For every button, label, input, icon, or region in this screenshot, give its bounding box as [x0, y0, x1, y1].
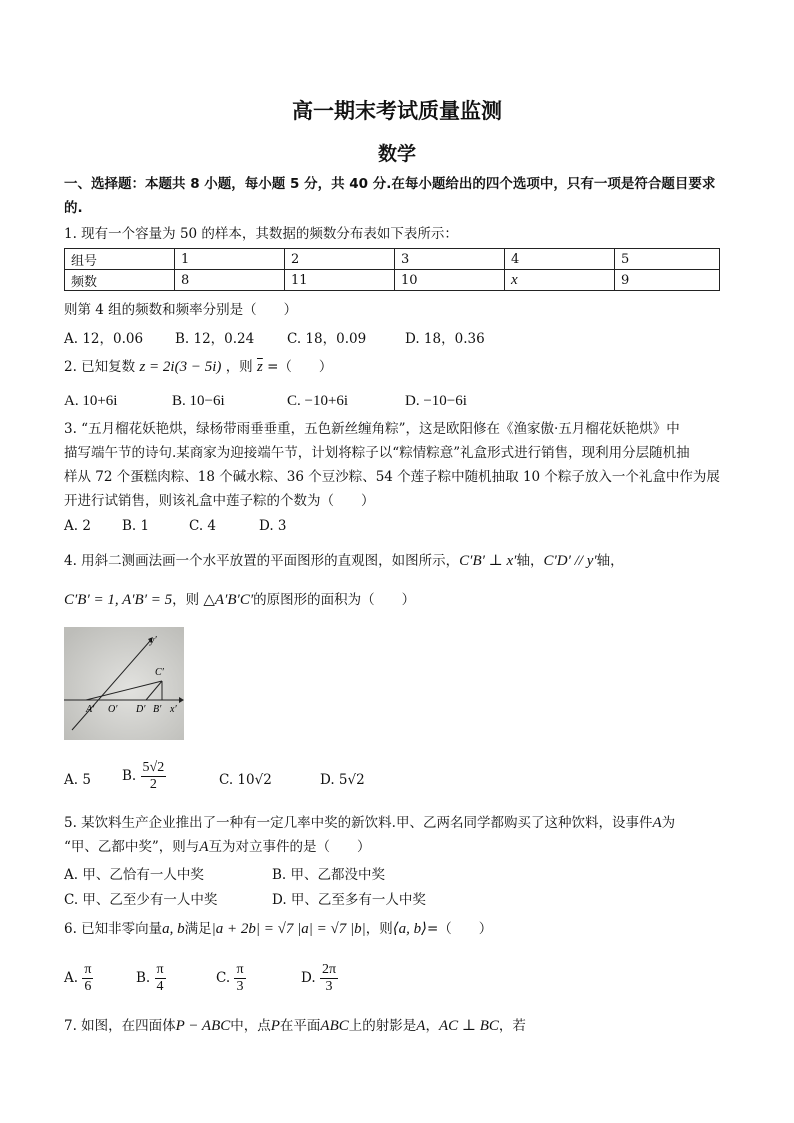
- q6-option-a-label: A.: [64, 970, 79, 986]
- q5-option-a: A. 甲、乙恰有一人中奖: [64, 867, 204, 883]
- q3-line-3: 样从 72 个蛋糕肉粽、18 个碱水粽、36 个豆沙粽、54 个莲子粽中随机抽取 10 个粽子放入一个礼盒中作为展: [64, 469, 720, 485]
- q5-line1-prefix: 5. 某饮料生产企业推出了一种有一定几率中奖的新饮料.甲、乙两名同学都购买了这种饮料，设事件: [64, 815, 653, 831]
- exam-title: 高一期末考试质量监测: [292, 99, 502, 123]
- table-row: [65, 249, 720, 270]
- q6-prefix: 6. 已知非零向量: [64, 921, 163, 937]
- q6-mid: 满足: [184, 921, 212, 937]
- label-d: D′: [136, 704, 146, 715]
- figure-background: [64, 627, 184, 740]
- label-a: A′: [86, 704, 95, 715]
- fraction-denominator: 2: [149, 777, 157, 792]
- table-row: [65, 270, 720, 291]
- q7-formula-3: ABC: [320, 1018, 349, 1034]
- q4-line2-triangle: △A′B′C′: [203, 592, 254, 608]
- q5-option-c: C. 甲、乙至少有一人中奖: [64, 892, 218, 908]
- fraction-numerator: 2π: [321, 962, 337, 977]
- q2-option-c: [287, 393, 348, 410]
- q6-mid2: ，则: [365, 921, 393, 937]
- table-cell: 1: [175, 249, 285, 270]
- table-cell: 8: [175, 270, 285, 291]
- q2-option-c-text: C. −10+6i: [287, 393, 349, 409]
- q4-option-b-fraction: [141, 760, 167, 793]
- q5-option-d: D. 甲、乙至多有一人中奖: [272, 892, 426, 908]
- q1-option-b: B. 12，0.24: [175, 331, 255, 347]
- q7-formula-1: P − ABC: [175, 1018, 231, 1034]
- table-cell: 5: [615, 249, 720, 270]
- q2-option-a: [64, 393, 117, 410]
- q4-option-a: A. 5: [64, 772, 91, 788]
- q4-line1-formula1: C′B′ ⊥ x′: [459, 553, 517, 569]
- q7-stem: [64, 1017, 526, 1035]
- q2-mid: ，则: [225, 359, 253, 375]
- q4-line1-suffix: 轴，: [596, 553, 624, 569]
- fraction-denominator: 3: [325, 979, 333, 994]
- table-cell: 频数: [65, 270, 175, 291]
- q5-line-1: [64, 814, 675, 832]
- q5-line2-prefix: “甲、乙都中奖”，则与: [64, 839, 200, 855]
- fraction-numerator: π: [84, 962, 92, 977]
- q7-mid-2: 在平面: [279, 1018, 321, 1034]
- q4-option-c: C. 10√2: [219, 772, 272, 788]
- q6-option-a-fraction: [82, 962, 93, 995]
- table-cell: 2: [285, 249, 395, 270]
- q3-option-a: A. 2: [64, 518, 91, 534]
- q6-option-c: [216, 962, 246, 995]
- table-cell: 10: [395, 270, 505, 291]
- q4-option-b-label: B.: [122, 768, 137, 784]
- fraction-numerator: 5√2: [142, 760, 165, 775]
- q6-option-b-label: B.: [136, 970, 151, 986]
- table-cell: 3: [395, 249, 505, 270]
- q4-line2-mid: ，则: [172, 592, 200, 608]
- figure-svg: [64, 627, 184, 740]
- q2-prefix: 2. 已知复数: [64, 359, 136, 375]
- q5-line1-suffix: 为: [661, 815, 676, 831]
- table-cell: 9: [615, 270, 720, 291]
- q7-suffix: ，若: [498, 1018, 526, 1034]
- table-cell: 11: [285, 270, 395, 291]
- q7-mid-3: 上的射影是: [348, 1018, 417, 1034]
- q6-option-d: [301, 962, 338, 995]
- q6-condition: |a + 2b| = √7 |a| = √7 |b|: [211, 921, 366, 937]
- label-y: y′: [150, 635, 157, 646]
- table-cell: 组号: [65, 249, 175, 270]
- q4-line-2: [64, 591, 415, 609]
- q2-option-b: [172, 393, 225, 410]
- q2-option-d-text: D. −10−6i: [405, 393, 467, 409]
- q4-line1-formula2: C′D′ // y′: [543, 553, 597, 569]
- fraction-denominator: 3: [236, 979, 244, 994]
- q2-stem: [64, 358, 332, 376]
- label-x: x′: [170, 704, 177, 715]
- q7-formula-2: P: [270, 1018, 280, 1034]
- q1-question: 则第 4 组的频数和频率分别是（ ）: [64, 302, 298, 318]
- fraction-numerator: π: [156, 962, 164, 977]
- q1-stem: 1. 现有一个容量为 50 的样本，其数据的频数分布表如下表所示：: [64, 226, 458, 242]
- q4-line1-mid: 轴，: [516, 553, 544, 569]
- q6-option-b: [136, 962, 166, 995]
- q2-formula: z = 2i(3 − 5i): [139, 359, 222, 375]
- q6-angle: ⟨a, b⟩: [392, 921, 427, 937]
- q2-zbar: $\overline{z}$: [256, 359, 263, 375]
- q3-option-b: B. 1: [122, 518, 150, 534]
- label-b: B′: [153, 704, 162, 715]
- q5-event: A: [652, 815, 662, 831]
- subject-title: 数学: [377, 143, 416, 165]
- q7-formula-4: A: [416, 1018, 426, 1034]
- fraction-numerator: π: [236, 962, 244, 977]
- frequency-table: [64, 248, 720, 291]
- q6-vectors: a, b: [162, 921, 185, 937]
- q6-stem: [64, 920, 492, 938]
- q7-mid-4: ，: [425, 1018, 439, 1034]
- q2-option-b-text: B. 10−6i: [172, 393, 225, 409]
- q5-line2-suffix: 互为对立事件的是（ ）: [208, 839, 371, 855]
- section-heading-line2: 的.: [64, 200, 83, 216]
- q6-option-d-fraction: [320, 962, 338, 995]
- q1-option-d: D. 18，0.36: [405, 331, 485, 347]
- section-heading-line1: 一、选择题：本题共 8 小题，每小题 5 分，共 40 分.在每小题给出的四个选项中，只有一项是符合题目要求: [64, 176, 716, 192]
- q6-option-c-fraction: [234, 962, 245, 995]
- q6-suffix: =（ ）: [426, 921, 493, 937]
- oblique-drawing-figure: [64, 627, 184, 740]
- q4-option-d: D. 5√2: [320, 772, 365, 788]
- q4-line1-prefix: 4. 用斜二测画法画一个水平放置的平面图形的直观图，如图所示，: [64, 553, 460, 569]
- q6-option-c-label: C.: [216, 970, 231, 986]
- q1-option-c: C. 18，0.09: [287, 331, 367, 347]
- q2-option-d: [405, 393, 467, 410]
- q3-option-d: D. 3: [259, 518, 287, 534]
- q3-option-c: C. 4: [189, 518, 217, 534]
- label-c: C′: [155, 667, 164, 678]
- q4-option-b: [122, 760, 166, 793]
- q5-line2-event: A: [199, 839, 209, 855]
- q2-option-a-text: A. 10+6i: [64, 393, 118, 409]
- q5-option-b: B. 甲、乙都没中奖: [272, 867, 386, 883]
- table-cell: 4: [505, 249, 615, 270]
- q7-formula-5: AC ⊥ BC: [438, 1018, 499, 1034]
- q4-line2-suffix: 的原图形的面积为（ ）: [253, 592, 416, 608]
- q2-suffix: =（ ）: [267, 359, 333, 375]
- q6-option-a: [64, 962, 93, 995]
- q4-line2-formula: C′B′ = 1, A′B′ = 5: [64, 592, 173, 608]
- q7-prefix: 7. 如图，在四面体: [64, 1018, 176, 1034]
- q6-option-d-label: D.: [301, 970, 316, 986]
- table-cell: x: [505, 270, 615, 291]
- q7-mid-1: 中，点: [230, 1018, 271, 1034]
- q3-line-4: 开进行试销售，则该礼盒中莲子粽的个数为（ ）: [64, 493, 375, 509]
- q1-option-a: A. 12，0.06: [64, 331, 144, 347]
- q6-option-b-fraction: [155, 962, 166, 995]
- label-o: O′: [108, 704, 118, 715]
- fraction-denominator: 4: [156, 979, 164, 994]
- q3-line-1: 3. “五月榴花妖艳烘，绿杨带雨垂垂重，五色新丝缠角粽”，这是欧阳修在《渔家傲·五月榴花妖艳烘》中: [64, 421, 680, 437]
- q5-line-2: [64, 838, 370, 856]
- fraction-denominator: 6: [84, 979, 92, 994]
- q3-line-2: 描写端午节的诗句.某商家为迎接端午节，计划将粽子以“粽情粽意”礼盒形式进行销售，现利用分层随机抽: [64, 445, 690, 461]
- q4-line-1: [64, 552, 624, 570]
